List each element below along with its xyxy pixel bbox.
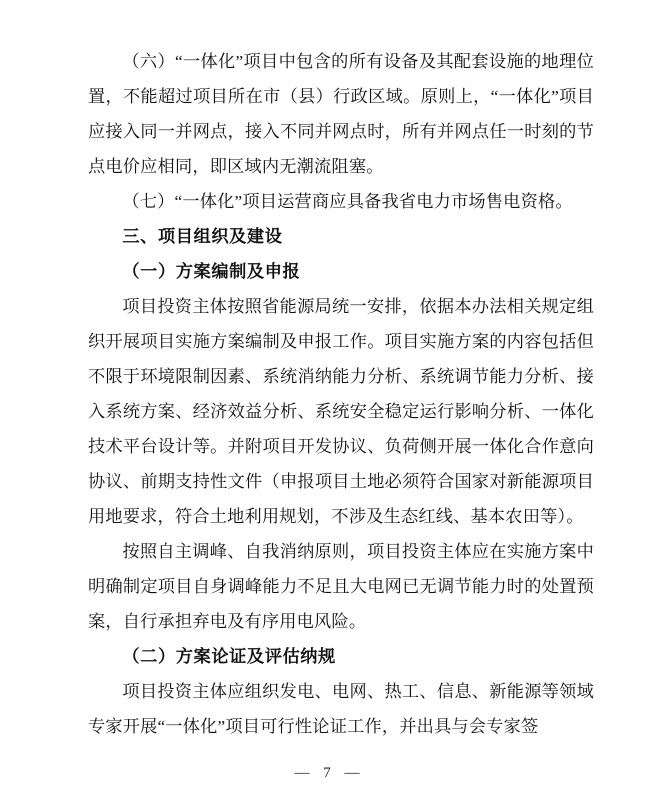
heading-section-3-2: （二）方案论证及评估纳规 [122, 647, 336, 666]
footer-left-dash: — [294, 765, 312, 781]
heading-section-3-1: （一）方案编制及申报 [122, 262, 301, 281]
paragraph-3-2-1: 项目投资主体应组织发电、电网、热工、信息、新能源等领域专家开展“一体化”项目可行性论证工作，并出具与会专家签 [88, 682, 594, 736]
paragraph-3-1-1: 项目投资主体按照省能源局统一安排，依据本办法相关规定组织开展项目实施方案编制及申报工作。项目实施方案的内容包括但不限于环境限制因素、系统消纳能力分析、系统调节能力分析、接入系统方案、经济效益分析、系统安全稳定运行影响分析、一体化技术平台设计等。并附项目开发协议、负荷侧开展一体化合作意向协议、前期支持性文件（申报项目土地必须符合国家对新能源项目用地要求，符合土地利用规划，不涉及生态红线、基本农田等）。 [88, 297, 594, 526]
page-footer [0, 765, 656, 782]
heading-section-3: 三、项目组织及建设 [122, 227, 283, 246]
document-body [88, 44, 594, 744]
paragraph-3-1-2: 按照自主调峰、自我消纳原则，项目投资主体应在实施方案中明确制定项目自身调峰能力不足且大电网已无调节能力时的处置预案，自行承担弃电及有序用电风险。 [88, 542, 594, 631]
footer-right-dash: — [344, 765, 362, 781]
paragraph-item-6: （六）“一体化”项目中包含的所有设备及其配套设施的地理位置，不能超过项目所在市（县）行政区域。原则上，“一体化”项目应接入同一并网点，接入不同并网点时，所有并网点任一时刻的节点电价应相同，即区域内无潮流阻塞。 [88, 52, 594, 176]
paragraph-item-7: （七）“一体化”项目运营商应具备我省电力市场售电资格。 [122, 192, 573, 211]
footer-page-number: 7 [323, 765, 333, 781]
